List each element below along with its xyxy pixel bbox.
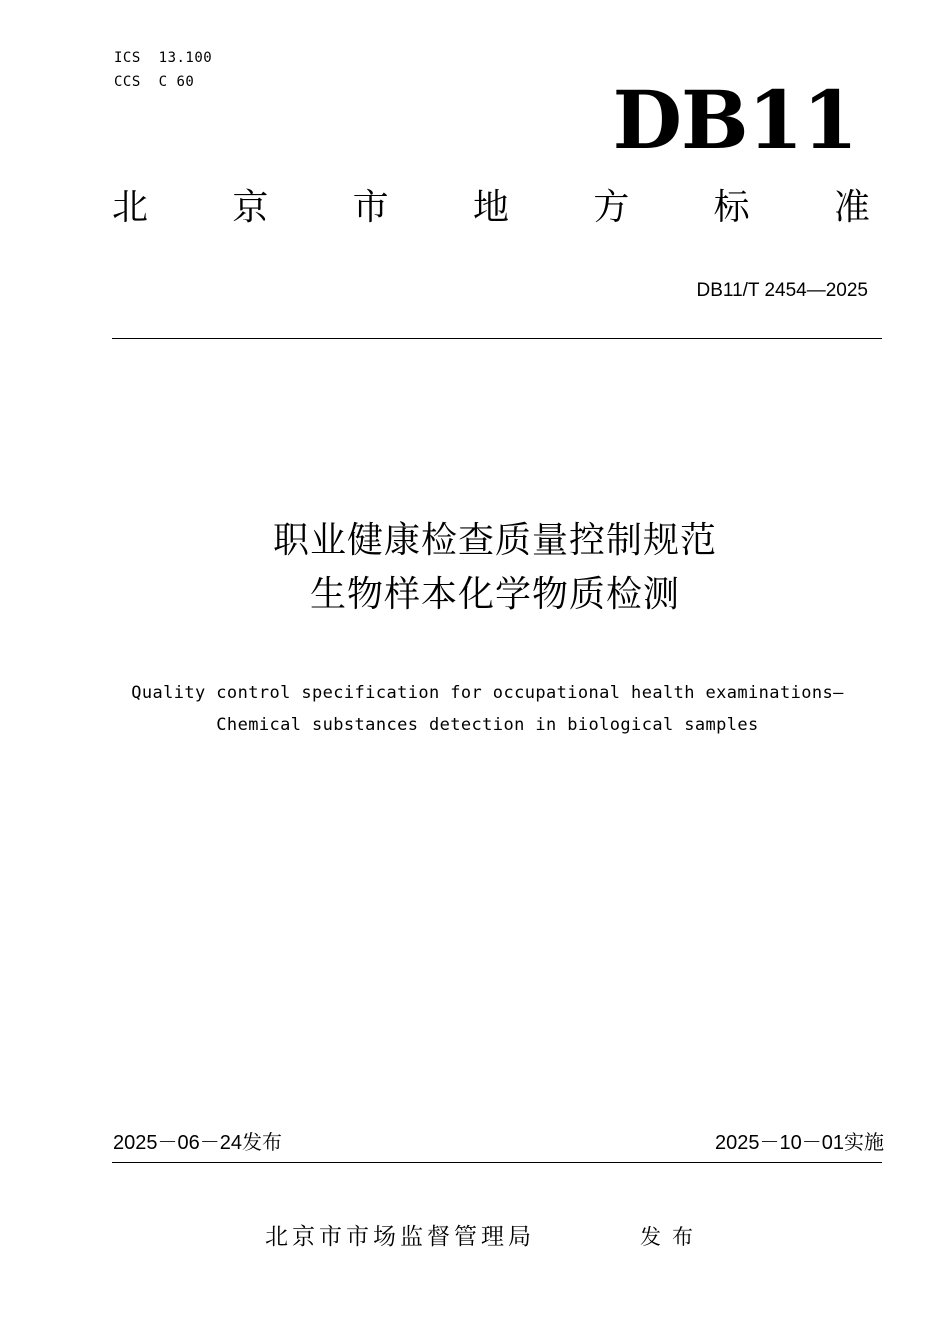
standard-type xyxy=(112,186,870,230)
ccs-code: CCS C 60 xyxy=(114,74,195,90)
standard-type-char: 地 xyxy=(472,187,509,228)
title-english-line-2: Chemical substances detection in biological samples xyxy=(216,715,759,735)
issue-action: 发布 xyxy=(640,1225,704,1249)
implement-date: 2025－10－01实施 xyxy=(715,1132,884,1154)
standard-type-char: 市 xyxy=(352,187,389,228)
issuer-name: 北京市市场监督管理局 xyxy=(265,1224,535,1250)
standard-number: DB11/T 2454—2025 xyxy=(696,280,868,301)
standard-type-char: 北 xyxy=(112,187,149,228)
ics-code: ICS 13.100 xyxy=(114,50,213,66)
title-chinese-line-2: 生物样本化学物质检测 xyxy=(309,574,680,615)
bottom-divider xyxy=(112,1162,882,1163)
top-divider xyxy=(112,338,882,339)
standard-type-char: 方 xyxy=(593,187,630,228)
db11-logo: DB11 xyxy=(612,73,857,167)
title-chinese-line-1: 职业健康检查质量控制规范 xyxy=(272,520,717,561)
publish-date: 2025－06－24发布 xyxy=(113,1132,282,1154)
title-english-line-1: Quality control specification for occupational health examinations— xyxy=(131,683,844,703)
standard-type-char: 标 xyxy=(713,187,750,228)
standard-type-char: 准 xyxy=(833,187,870,228)
standard-type-char: 京 xyxy=(232,187,269,228)
